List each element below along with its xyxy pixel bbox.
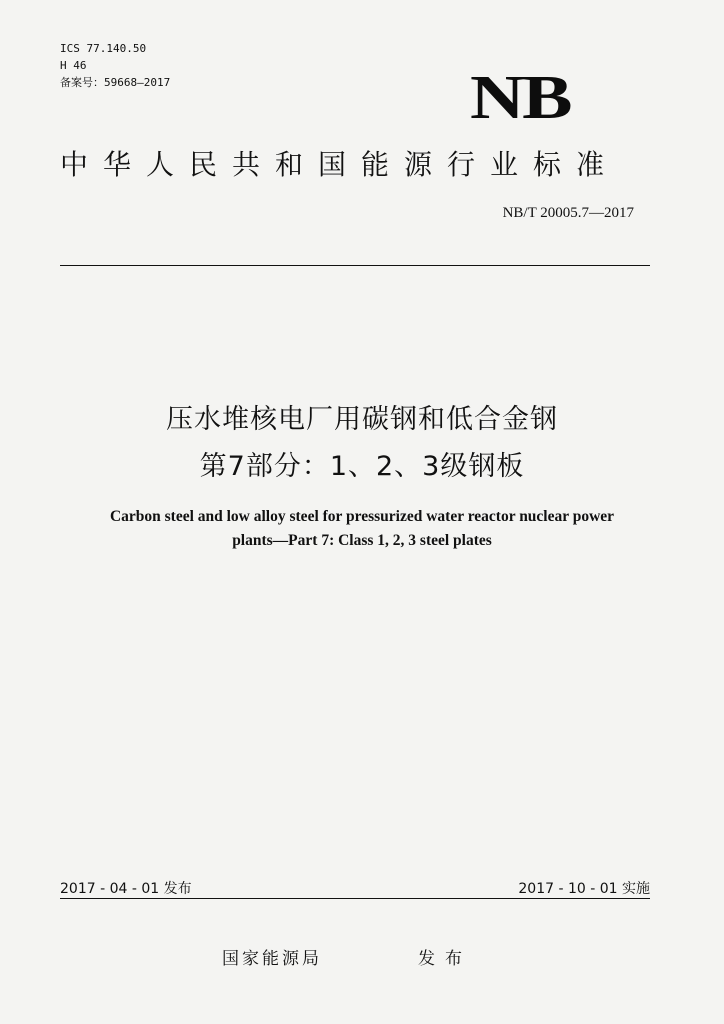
title-cn-line2: 第7部分：1、2、3级钢板 [199,451,525,482]
classification-block [60,40,170,91]
title-en-line2: plants—Part 7: Class 1, 2, 3 steel plates [232,532,492,549]
issue-date: 2017 - 04 - 01 发布 [60,881,192,897]
effective-date: 2017 - 10 - 01 实施 [518,881,650,897]
organization-title: 中华人民共和国能源行业标准 [60,148,620,181]
nb-logo: NB [470,64,571,132]
filing-number: 备案号：59668—2017 [60,76,171,89]
title-cn-line1: 压水堆核电厂用碳钢和低合金钢 [166,404,558,435]
ics-code: ICS 77.140.50 [60,42,147,55]
issue-label: 发布 [418,949,472,969]
standard-number: NB/T 20005.7—2017 [502,205,634,221]
ccs-code: H 46 [60,59,87,72]
issuing-authority: 国家能源局 [222,949,322,969]
top-divider [60,265,650,266]
bottom-divider [60,898,650,899]
title-en-line1: Carbon steel and low alloy steel for pressurized water reactor nuclear power [109,508,615,525]
